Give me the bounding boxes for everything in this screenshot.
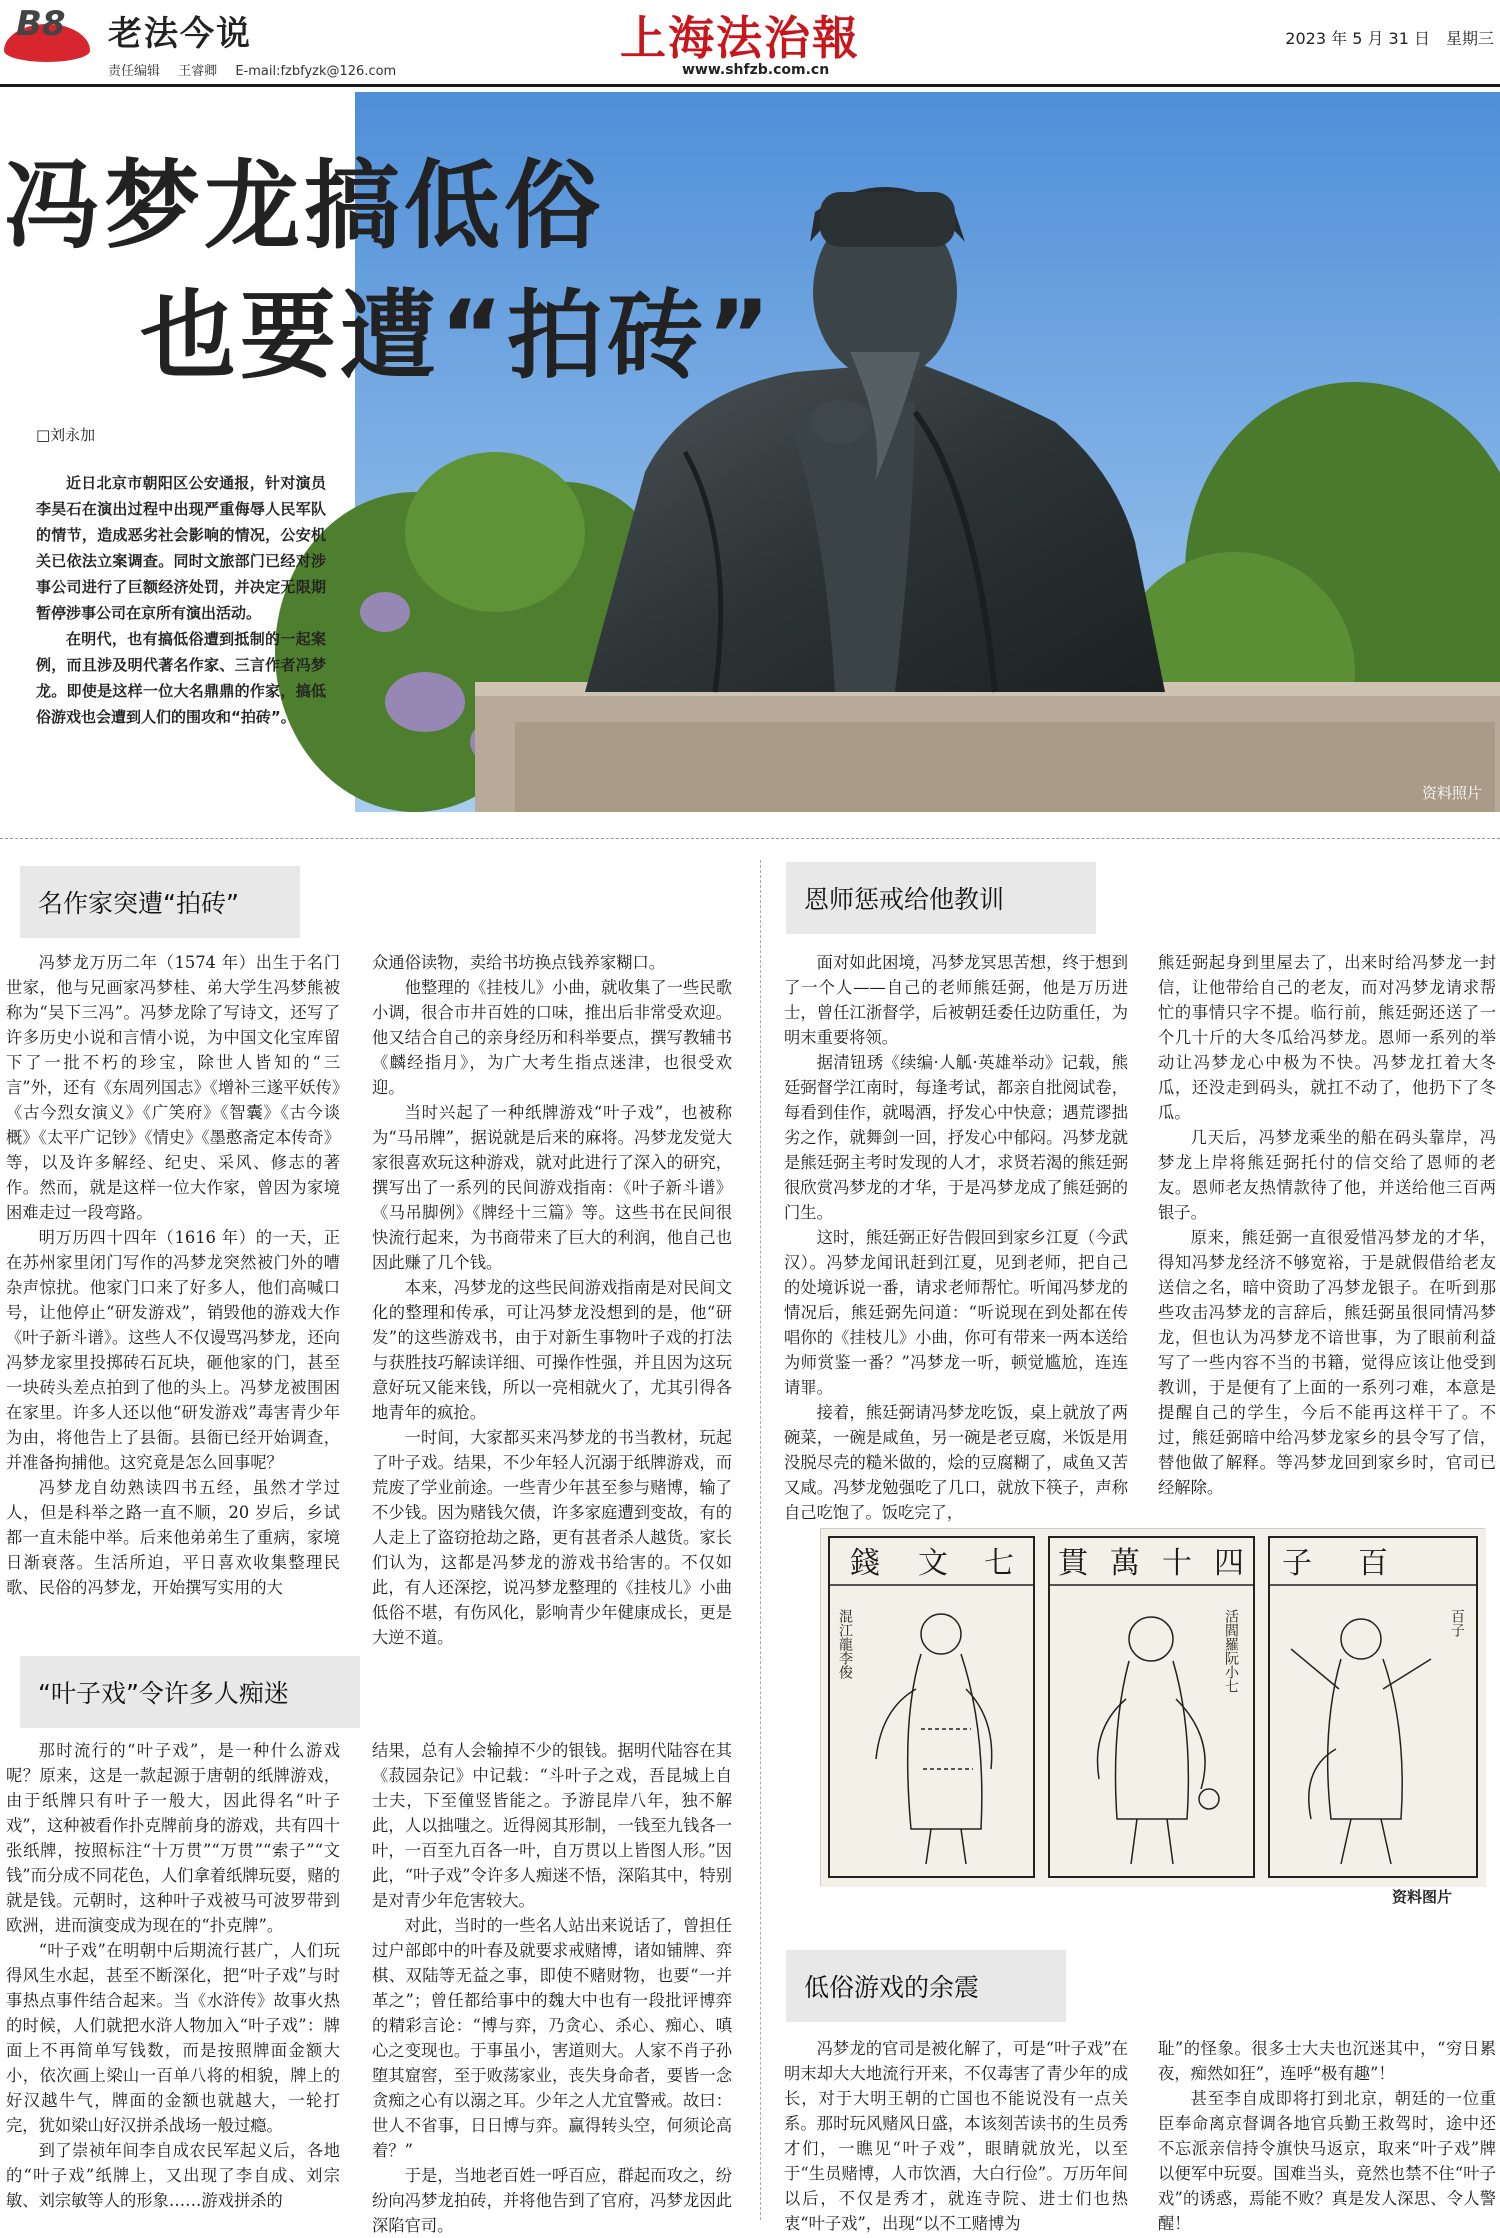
card-3-title-char: 子 <box>1282 1546 1312 1581</box>
paragraph: 他整理的《挂枝儿》小曲，就收集了一些民歌小调，很合市井百姓的口味，推出后非常受欢迎。他又结合自己的亲身经历和科举要点，撰写教辅书《麟经指月》，为广大考生指点迷津，也很受欢迎。 <box>372 978 732 1097</box>
section-2-column-b <box>1158 950 1496 1497</box>
paragraph: 于是，当地老百姓一呼百应，群起而攻之，纷纷向冯梦龙拍砖，并将他告到了官府，冯梦龙因此深陷官司。 <box>372 2166 732 2235</box>
card-2-title-char: 貫 <box>1058 1546 1088 1581</box>
section-3-column-b <box>372 1738 732 2235</box>
editor-label: 责任编辑 <box>108 64 161 79</box>
playing-cards-art <box>821 1529 1486 1887</box>
section-4-column-b <box>1158 2036 1496 2233</box>
byline: □刘永加 <box>36 426 96 444</box>
card-2-title-char: 十 <box>1162 1546 1192 1581</box>
card-1-title-char: 七 <box>984 1546 1014 1581</box>
paper-title: 上海法治報 <box>620 11 860 65</box>
paper-url: www.shfzb.com.cn <box>682 62 830 78</box>
paragraph: 当时兴起了一种纸牌游戏“叶子戏”，也被称为“马吊牌”，据说就是后来的麻将。冯梦龙发觉大家很喜欢玩这种游戏，就对此进行了深入的研究，撰写出了一系列的民间游戏指南：《叶子新斗谱》《马吊脚例》《牌经十三篇》等。这些书在民间很快流行起来，为书商带来了巨大的利润，他自己也因此赚了几个钱。 <box>372 1103 732 1272</box>
paragraph: 冯梦龙万历二年（1574 年）出生于名门世家，他与兄画家冯梦桂、弟大学生冯梦熊被称为“吴下三冯”。冯梦龙除了写诗文，还写了许多历史小说和言情小说，为中国文化宝库留下了一批不朽的珍宝，除世人皆知的“三言”外，还有《东周列国志》《增补三遂平妖传》《古今烈女演义》《广笑府》《智囊》《古今谈概》《太平广记钞》《情史》《墨憨斋定本传奇》等，以及许多解经、纪史、采风、修志的著作。然而，就是这样一位大作家，曾因为家境困难走过一段弯路。 <box>6 953 340 1222</box>
card-3-label: 百子 <box>1449 1609 1465 1637</box>
photo-caption: 资料照片 <box>1421 784 1482 802</box>
column-name: 老法今说 <box>108 14 252 54</box>
section-1-column-b <box>372 950 732 1647</box>
playing-cards-picture <box>820 1528 1485 1886</box>
picture-caption: 资料图片 <box>1392 1888 1453 1906</box>
paragraph: “叶子戏”在明朝中后期流行甚广，人们玩得风生水起，甚至不断深化，把“叶子戏”与时事热点事件结合起来。当《水浒传》故事火热的时候，人们就把水浒人物加入“叶子戏”：牌面上不再简单写钱数，而是按照牌面金额大小，依次画上梁山一百单八将的相貌，牌上的好汉越牛气，牌面的金额也就越大，一轮打完，犹如梁山好汉拼杀战场一般过瘾。 <box>6 1941 340 2135</box>
card-3-title-char: 百 <box>1358 1546 1388 1581</box>
editor-line <box>108 60 410 79</box>
section-4-column-a <box>784 2036 1128 2233</box>
paragraph: 据清钮琇《续编·人觚·英雄举动》记载，熊廷弼督学江南时，每逢考试，都亲自批阅试卷，每看到佳作，就喝酒，抒发心中快意；遇荒谬拙劣之作，就舞剑一回，抒发心中郁闷。冯梦龙就是熊廷弼主考时发现的人才，求贤若渴的熊廷弼很欣赏冯梦龙的才华，于是冯梦龙成了熊廷弼的门生。 <box>784 1053 1128 1222</box>
masthead <box>0 0 1500 88</box>
card-2-label: 活閻羅阮小七 <box>1223 1609 1239 1693</box>
card-1-title-char: 文 <box>918 1546 948 1581</box>
lead-paragraph: 近日北京市朝阳区公安通报，针对演员李昊石在演出过程中出现严重侮辱人民军队的情节，造成恶劣社会影响的情况，公安机关已依法立案调查。同时文旅部门已经对涉事公司进行了巨额经济处罚，并决定无限期暂停涉事公司在京所有演出活动。 <box>36 474 326 622</box>
paragraph: 对此，当时的一些名人站出来说话了，曾担任过户部郎中的叶春及就要求戒赌博，诸如铺牌、弈棋、双陆等无益之事，即使不赌财物，也要“一并革之”；曾任都给事中的魏大中也有一段批评博弈的精彩言论：“博与弈，乃贪心、杀心、痴心、嗔心之变现也。于事虽小，害道则大。人家不肖子孙堕其窟窖，至于败荡家业，丧失身命者，要皆一念贪痴之心有以溺之耳。少年之人尤宜警戒。故曰：世人不省事，日日博与弈。赢得转头空，何须论高着？” <box>372 1916 732 2160</box>
lead-paragraph: 在明代，也有搞低俗遭到抵制的一起案例，而且涉及明代著名作家、三言作者冯梦龙。即使是这样一位大名鼎鼎的作家，搞低俗游戏也会遭到人们的围攻和“拍砖”。 <box>36 630 326 726</box>
paragraph: 熊廷弼起身到里屋去了，出来时给冯梦龙一封信，让他带给自己的老友，而对冯梦龙请求帮忙的事情只字不提。临行前，熊廷弼还送了一个几十斤的大冬瓜给冯梦龙。恩师一系列的举动让冯梦龙心中极为不快。冯梦龙扛着大冬瓜，还没走到码头，就扛不动了，他扔下了冬瓜。 <box>1158 953 1496 1122</box>
paragraph: 几天后，冯梦龙乘坐的船在码头靠岸，冯梦龙上岸将熊廷弼托付的信交给了恩师的老友。恩师老友热情款待了他，并送给他三百两银子。 <box>1158 1128 1496 1222</box>
paragraph: 这时，熊廷弼正好告假回到家乡江夏（今武汉）。冯梦龙闻讯赶到江夏，见到老师，把自己的处境诉说一番，请求老师帮忙。听闻冯梦龙的情况后，熊廷弼先问道：“听说现在到处都在传唱你的《挂枝儿》小曲，你可有带来一两本送给为师赏鉴一番？”冯梦龙一听，顿觉尴尬，连连请罪。 <box>784 1228 1128 1397</box>
paragraph: 冯梦龙自幼熟读四书五经，虽然才学过人，但是科举之路一直不顺，20 岁后，乡试都一直未能中举。后来他弟弟生了重病，家境日渐衰落。生活所迫，平日喜欢收集整理民歌、民俗的冯梦龙，开始撰写实用的大 <box>6 1478 340 1597</box>
editor-name: 王睿卿 <box>178 64 218 79</box>
section-1-column-a <box>6 950 340 1622</box>
paragraph: 那时流行的“叶子戏”，是一种什么游戏呢？原来，这是一款起源于唐朝的纸牌游戏，由于纸牌只有叶子一般大，因此得名“叶子戏”，这种被看作扑克牌前身的游戏，共有四十张纸牌，按照标注“十万贯”“万贯”“索子”“文钱”而分成不同花色，人们拿着纸牌玩耍，赌的就是钱。元朝时，这种叶子戏被马可波罗带到欧洲，进而演变成为现在的“扑克牌”。 <box>6 1741 340 1935</box>
paragraph: 到了崇祯年间李自成农民军起义后，各地的“叶子戏”纸牌上，又出现了李自成、刘宗敏、刘宗敏等人的形象……游戏拼杀的 <box>6 2141 340 2210</box>
card-1-title-char: 錢 <box>850 1546 880 1581</box>
section-2-column-a <box>784 950 1128 1522</box>
paragraph: 接着，熊廷弼请冯梦龙吃饭，桌上就放了两碗菜，一碗是咸鱼，另一碗是老豆腐，米饭是用没脱尽壳的糙米做的，烩的豆腐糊了，咸鱼又苦又咸。冯梦龙勉强吃了几口，就放下筷子，声称自己吃饱了。饭吃完了， <box>784 1403 1128 1522</box>
paragraph: 一时间，大家都买来冯梦龙的书当教材，玩起了叶子戏。结果，不少年轻人沉溺于纸牌游戏，而荒废了学业前途。一些青少年甚至参与赌博，输了不少钱。因为赌钱欠债，许多家庭遭到变故，有的人走上了盗窃抢劫之路，更有甚者杀人越货。家长们认为，这都是冯梦龙的游戏书给害的。不仅如此，有人还深挖，说冯梦龙整理的《挂枝儿》小曲低俗不堪，有伤风化，影响青少年健康成长，更是大逆不道。 <box>372 1428 732 1647</box>
section-heading-3: “叶子戏”令许多人痴迷 <box>20 1656 360 1728</box>
paragraph: 众通俗读物，卖给书坊换点钱养家糊口。 <box>372 953 666 972</box>
card-2-title-char: 萬 <box>1110 1546 1140 1581</box>
headline-line-1: 冯梦龙搞低俗 <box>4 150 604 262</box>
paragraph: 结果，总有人会输掉不少的银钱。据明代陆容在其《菽园杂记》中记载：“斗叶子之戏，吾昆城上自士夫，下至僮竖皆能之。予游昆岸八年，独不解此，人以拙嗤之。近得阅其形制，一钱至九钱各一叶，一百至九百各一叶，自万贯以上皆图人形。”因此，“叶子戏”令许多人痴迷不悟，深陷其中，特别是对青少年危害较大。 <box>372 1741 732 1910</box>
page-number: B8 <box>16 4 66 44</box>
section-heading-1: 名作家突遭“拍砖” <box>20 866 300 938</box>
section-heading-4: 低俗游戏的余震 <box>786 1950 1066 2022</box>
paragraph: 本来，冯梦龙的这些民间游戏指南是对民间文化的整理和传承，可让冯梦龙没想到的是，他“研发”的这些游戏书，由于对新生事物叶子戏的打法与获胜技巧解读详细、可操作性强，并且因为这玩意好玩又能来钱，所以一亮相就火了，尤其引得各地青年的疯抢。 <box>372 1278 732 1422</box>
card-1-label: 混江龍李俊 <box>837 1609 853 1679</box>
paragraph: 面对如此困境，冯梦龙冥思苦想，终于想到了一个人——自己的老师熊廷弼，他是万历进士，曾任江浙督学，后被朝廷委任边防重任，为明末重要将领。 <box>784 953 1128 1047</box>
issue-date: 2023 年 5 月 31 日 星期三 <box>1285 29 1494 48</box>
masthead-rule <box>0 84 1500 87</box>
paragraph: 原来，熊廷弼一直很爱惜冯梦龙的才华，得知冯梦龙经济不够宽裕，于是就假借给老友送信之名，暗中资助了冯梦龙银子。在听到那些攻击冯梦龙的言辞后，熊廷弼虽很同情冯梦龙，但也认为冯梦龙不谙世事，为了眼前利益写了一些内容不当的书籍，觉得应该让他受到教训，于是便有了上面的一系列刁难，本意是提醒自己的学生，今后不能再这样干了。不过，熊廷弼暗中给冯梦龙家乡的县令写了信，替他做了解释。等冯梦龙回到家乡时，官司已经解除。 <box>1158 1228 1496 1497</box>
paragraph: 冯梦龙的官司是被化解了，可是“叶子戏”在明末却大大地流行开来，不仅毒害了青少年的成长，对于大明王朝的亡国也不能说没有一点关系。那时玩风赌风日盛，本该刻苦读书的生员秀才们，一瞧见“叶子戏”，眼睛就放光，以至于“生员赌博，人市饮酒，大白行俭”。万历年间以后，不仅是秀才，就连寺院、进士们也热衷“叶子戏”，出现“以不工赌博为 <box>784 2039 1128 2233</box>
section-3-column-a <box>6 1738 340 2226</box>
divider-rule <box>0 838 1500 839</box>
page-badge <box>4 4 92 60</box>
headline-line-2: 也要遭“拍砖” <box>140 280 775 392</box>
paragraph: 耻”的怪象。很多士大夫也沉迷其中，“穷日累夜，痴然如狂”，连呼“极有趣”！ <box>1158 2039 1496 2083</box>
section-heading-2: 恩师惩戒给他教训 <box>786 862 1096 934</box>
paragraph: 甚至李自成即将打到北京，朝廷的一位重臣奉命离京督调各地官兵勤王救驾时，途中还不忘派亲信持令旗快马返京，取来“叶子戏”牌以便军中玩耍。国难当头，竟然也禁不住“叶子戏”的诱惑，焉能不败？真是发人深思、令人警醒！ <box>1158 2089 1496 2233</box>
lead-paragraphs <box>36 470 326 730</box>
card-2-title-char: 四 <box>1214 1546 1244 1581</box>
editor-email: E-mail:fzbfyzk@126.com <box>235 64 397 79</box>
column-divider <box>760 860 761 2220</box>
paragraph: 明万历四十四年（1616 年）的一天，正在苏州家里闭门写作的冯梦龙突然被门外的嘈杂声惊扰。他家门口来了好多人，他们高喊口号，让他停止“研发游戏”，销毁他的游戏大作《叶子新斗谱》。这些人不仅谩骂冯梦龙，还向冯梦龙家里投掷砖石瓦块，砸他家的门，甚至一块砖头差点拍到了他的头上。冯梦龙被围困在家里。许多人还以他“研发游戏”毒害青少年为由，将他告上了县衙。县衙已经开始调查，并准备拘捕他。这究竟是怎么回事呢？ <box>6 1228 340 1472</box>
